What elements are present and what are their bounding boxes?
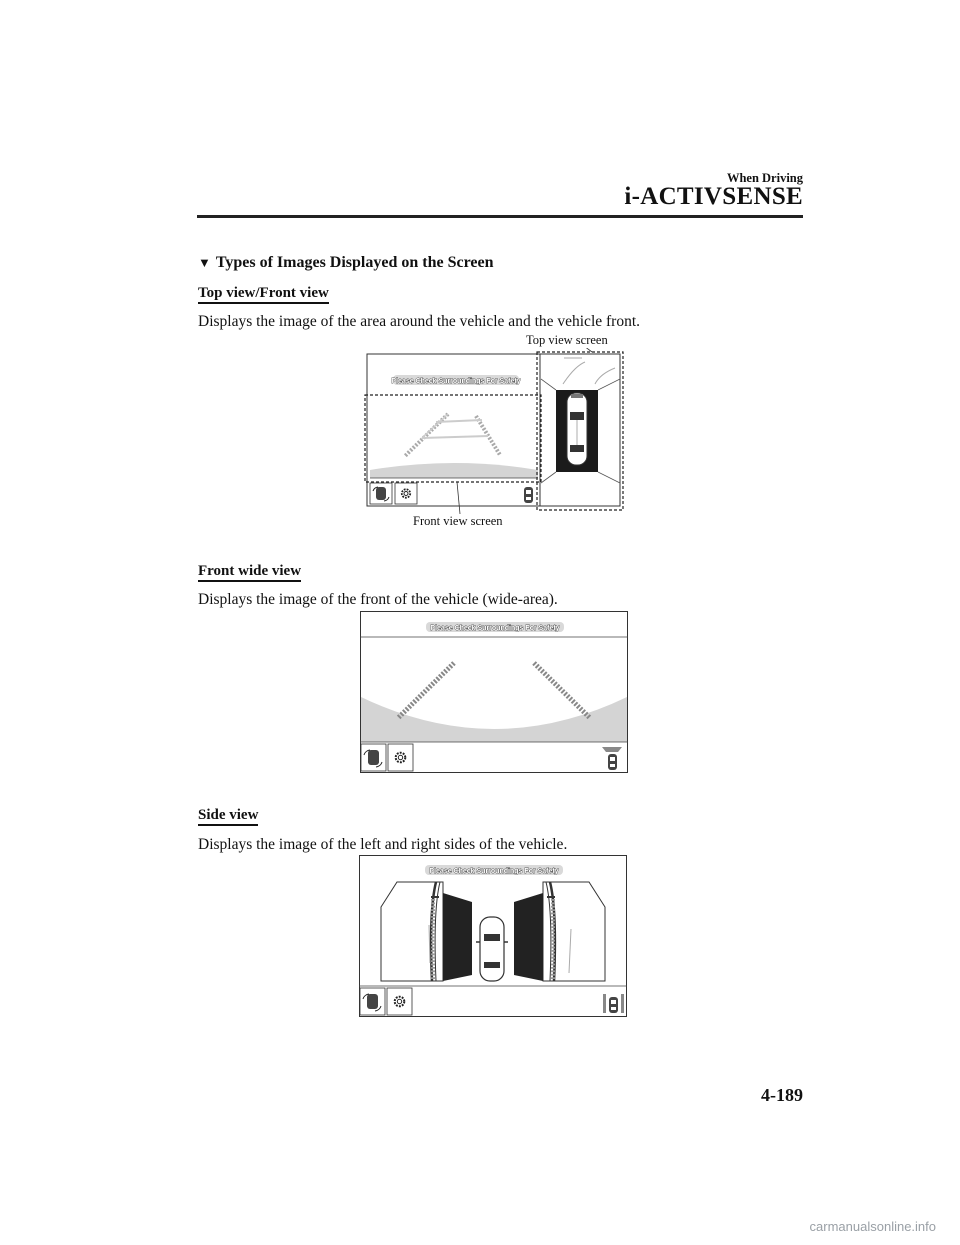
top-front-view-figure [360,348,630,514]
svg-text:Please Check Surroundings For: Please Check Surroundings For Safety [429,868,559,875]
settings-gear-icon[interactable] [395,483,417,504]
camera-switch-icon[interactable] [370,483,392,504]
camera-switch-icon[interactable] [361,744,386,771]
warning-banner [426,622,564,632]
side-view-figure [359,855,627,1017]
triangle-marker-icon: ▼ [198,255,211,270]
svg-text:Please Check Surroundings For: Please Check Surroundings For Safety [391,378,521,385]
callout-top-view-screen: Top view screen [526,333,608,347]
description-front-wide-view: Displays the image of the front of the vehicle (wide-area). [198,591,558,608]
section-heading-text: Types of Images Displayed on the Screen [215,254,494,271]
watermark: carmanualsonline.info [809,1219,936,1234]
front-wide-view-figure [360,611,628,773]
callout-front-view-screen: Front view screen [413,514,503,528]
vehicle-status-icon [524,487,533,503]
subheading-front-wide-view: Front wide view [198,563,301,580]
description-top-front-view: Displays the image of the area around the vehicle and the vehicle front. [198,313,641,330]
header-divider [197,215,803,218]
vehicle-top-icon [476,917,508,981]
chapter-label: When Driving [726,171,803,185]
description-side-view: Displays the image of the left and right sides of the vehicle. [198,836,568,853]
subheading-top-front-view: Top view/Front view [198,285,329,302]
section-heading [198,254,494,272]
camera-switch-icon[interactable] [360,988,385,1015]
page-number: 4-189 [761,1085,803,1105]
settings-gear-icon[interactable] [387,988,412,1015]
settings-gear-icon[interactable] [388,744,413,771]
warning-banner [425,865,563,875]
warning-banner [391,375,520,385]
section-title: i-ACTIVSENSE [624,183,803,210]
svg-text:Please Check Surroundings For: Please Check Surroundings For Safety [430,625,560,632]
subheading-side-view: Side view [198,807,258,824]
